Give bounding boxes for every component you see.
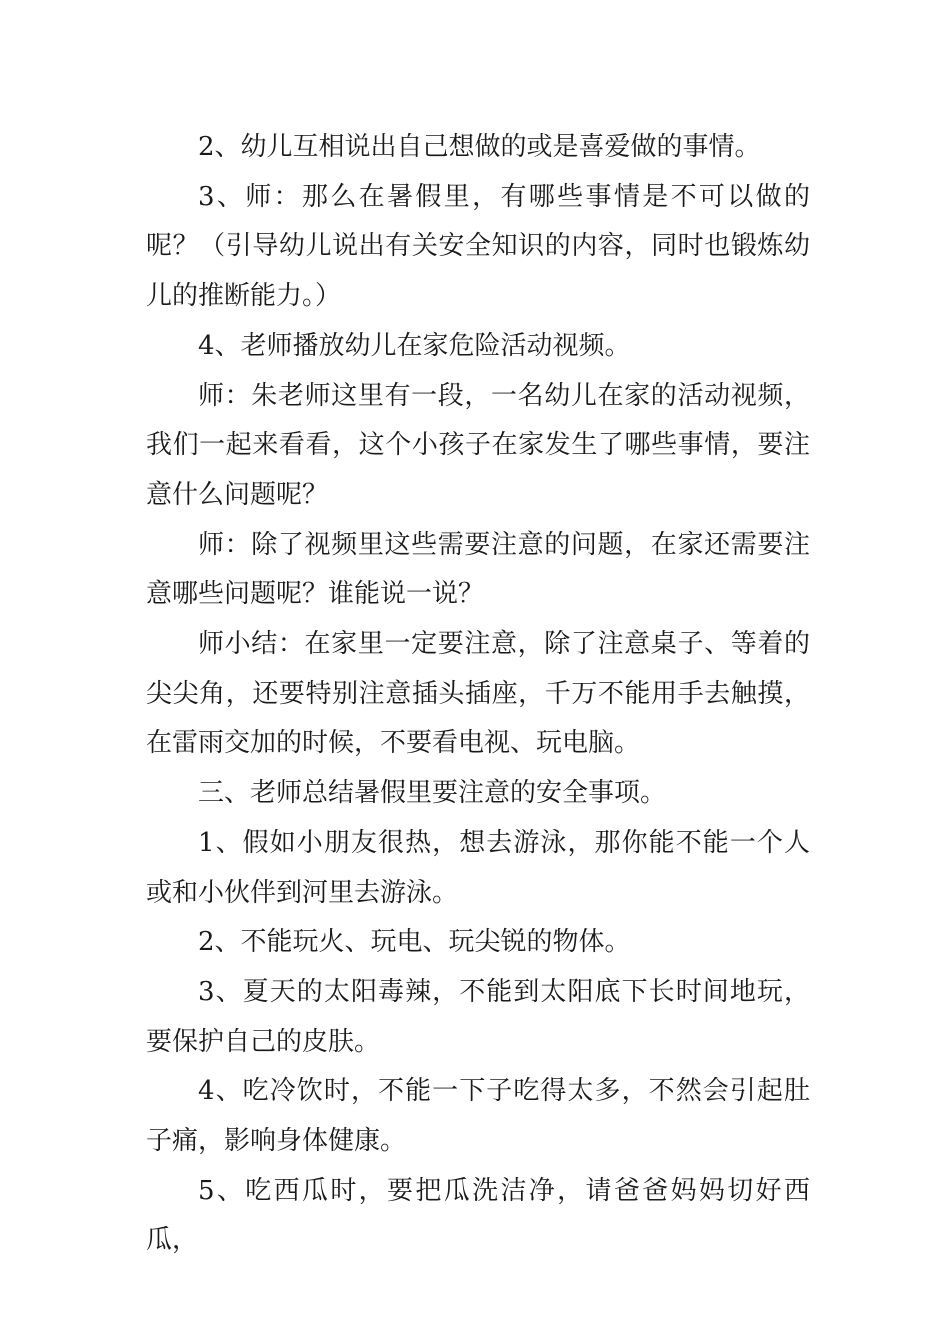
section-heading-3: 三、老师总结暑假里要注意的安全事项。 — [198, 778, 667, 809]
paragraph-2: 3、师：那么在暑假里，有哪些事情是不可以做的呢？（引导幼儿说出有关安全知识的内容，同时也锻炼幼儿的推断能力。） — [146, 181, 810, 312]
paragraph-5: 师：除了视频里这些需要注意的问题，在家还需要注意哪些问题呢？谁能说一说？ — [146, 529, 810, 610]
paragraph-4: 师：朱老师这里有一段，一名幼儿在家的活动视频，我们一起来看看，这个小孩子在家发生了哪些事情，要注意什么问题呢？ — [146, 380, 810, 510]
document-body — [146, 123, 810, 1266]
paragraph-3: 4、老师播放幼儿在家危险活动视频。 — [198, 330, 631, 361]
paragraph-8: 1、假如小朋友很热，想去游泳，那你能不能一个人或和小伙伴到河里去游泳。 — [146, 827, 810, 908]
paragraph-1: 2、幼儿互相说出自己想做的或是喜爱做的事情。 — [198, 132, 761, 162]
paragraph-9: 2、不能玩火、玩电、玩尖锐的物体。 — [198, 927, 631, 958]
paragraph-12: 5、吃西瓜时，要把瓜洗洁净，请爸爸妈妈切好西瓜， — [146, 1175, 810, 1256]
paragraph-10: 3、夏天的太阳毒辣，不能到太阳底下长时间地玩，要保护自己的皮肤。 — [146, 976, 810, 1057]
paragraph-11: 4、吃冷饮时，不能一下子吃得太多，不然会引起肚子痛，影响身体健康。 — [146, 1076, 810, 1157]
paragraph-6: 师小结：在家里一定要注意，除了注意桌子、等着的尖尖角，还要特别注意插头插座，千万不能用手去触摸，在雷雨交加的时候，不要看电视、玩电脑。 — [146, 629, 810, 759]
